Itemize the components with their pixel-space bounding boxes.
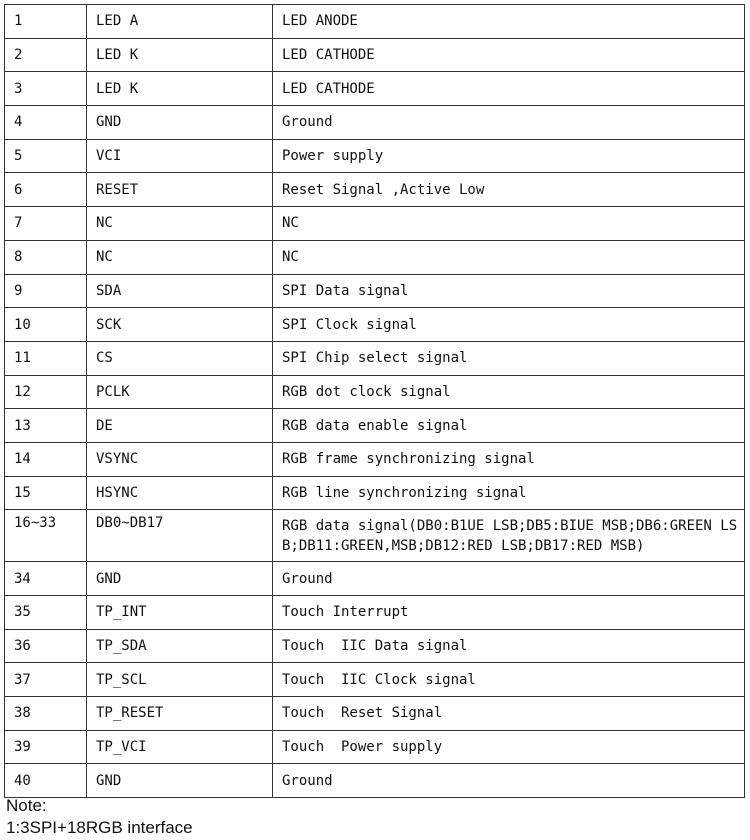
pin-definition-table <box>4 4 745 798</box>
pin-symbol: HSYNC <box>87 476 273 510</box>
pin-symbol: LED K <box>87 72 273 106</box>
pin-description: SPI Data signal <box>273 274 745 308</box>
pin-number: 36 <box>5 629 87 663</box>
pin-number: 11 <box>5 341 87 375</box>
pin-number: 1 <box>5 5 87 39</box>
pin-symbol: LED K <box>87 38 273 72</box>
pin-description: Touch Reset Signal <box>273 697 745 731</box>
pin-number: 7 <box>5 207 87 241</box>
table-row <box>5 730 745 764</box>
pin-description: RGB data enable signal <box>273 409 745 443</box>
table-row <box>5 697 745 731</box>
pin-number: 37 <box>5 663 87 697</box>
pin-symbol: TP_RESET <box>87 697 273 731</box>
table-row <box>5 207 745 241</box>
pin-symbol: TP_SCL <box>87 663 273 697</box>
pin-description: LED ANODE <box>273 5 745 39</box>
pin-symbol: TP_INT <box>87 596 273 630</box>
table-row <box>5 341 745 375</box>
table-row <box>5 596 745 630</box>
table-row <box>5 375 745 409</box>
table-row <box>5 72 745 106</box>
pin-number: 5 <box>5 139 87 173</box>
table-row <box>5 308 745 342</box>
pin-symbol: CS <box>87 341 273 375</box>
pin-symbol: NC <box>87 207 273 241</box>
pin-number: 13 <box>5 409 87 443</box>
table-row <box>5 38 745 72</box>
pin-symbol: LED A <box>87 5 273 39</box>
note-section <box>6 795 193 839</box>
note-line: 1:3SPI+18RGB interface <box>6 818 193 837</box>
pin-symbol: RESET <box>87 173 273 207</box>
pin-symbol: GND <box>87 106 273 140</box>
pin-symbol: SCK <box>87 308 273 342</box>
pin-number: 16~33 <box>5 510 87 562</box>
pin-description: Ground <box>273 562 745 596</box>
pin-symbol: TP_VCI <box>87 730 273 764</box>
pin-number: 38 <box>5 697 87 731</box>
pin-description: RGB frame synchronizing signal <box>273 442 745 476</box>
pin-symbol: NC <box>87 240 273 274</box>
table-row <box>5 240 745 274</box>
pin-number: 10 <box>5 308 87 342</box>
pin-symbol: DB0~DB17 <box>87 510 273 562</box>
pin-description: Touch Power supply <box>273 730 745 764</box>
table-row <box>5 139 745 173</box>
table-row <box>5 663 745 697</box>
pin-description: Touch IIC Clock signal <box>273 663 745 697</box>
pin-symbol: VSYNC <box>87 442 273 476</box>
pin-number: 6 <box>5 173 87 207</box>
pin-number: 15 <box>5 476 87 510</box>
table-row <box>5 274 745 308</box>
note-title: Note: <box>6 796 47 815</box>
pin-description: RGB data signal(DB0:B1UE LSB;DB5:BIUE MSB;DB6:GREEN LSB;DB11:GREEN,MSB;DB12:RED LSB;DB17:RED MSB) <box>273 510 745 562</box>
table-row <box>5 442 745 476</box>
pin-description: LED CATHODE <box>273 72 745 106</box>
table-row <box>5 510 745 562</box>
pin-description: RGB line synchronizing signal <box>273 476 745 510</box>
pin-symbol: GND <box>87 764 273 798</box>
table-row <box>5 764 745 798</box>
pin-symbol: TP_SDA <box>87 629 273 663</box>
table-row <box>5 476 745 510</box>
pin-description: SPI Clock signal <box>273 308 745 342</box>
table-row <box>5 173 745 207</box>
pin-number: 34 <box>5 562 87 596</box>
pin-description: Touch Interrupt <box>273 596 745 630</box>
pin-description: RGB dot clock signal <box>273 375 745 409</box>
table-row <box>5 409 745 443</box>
pin-description: NC <box>273 207 745 241</box>
pin-symbol: VCI <box>87 139 273 173</box>
pin-number: 2 <box>5 38 87 72</box>
pin-description: Ground <box>273 764 745 798</box>
pin-symbol: GND <box>87 562 273 596</box>
pin-table-container <box>4 4 745 798</box>
pin-description: Ground <box>273 106 745 140</box>
pin-description: Touch IIC Data signal <box>273 629 745 663</box>
pin-number: 3 <box>5 72 87 106</box>
pin-description: SPI Chip select signal <box>273 341 745 375</box>
pin-description: LED CATHODE <box>273 38 745 72</box>
table-row <box>5 106 745 140</box>
table-row <box>5 5 745 39</box>
table-row <box>5 562 745 596</box>
pin-description: NC <box>273 240 745 274</box>
table-row <box>5 629 745 663</box>
pin-number: 40 <box>5 764 87 798</box>
pin-symbol: PCLK <box>87 375 273 409</box>
pin-number: 12 <box>5 375 87 409</box>
pin-symbol: DE <box>87 409 273 443</box>
pin-symbol: SDA <box>87 274 273 308</box>
pin-number: 35 <box>5 596 87 630</box>
pin-number: 9 <box>5 274 87 308</box>
pin-number: 39 <box>5 730 87 764</box>
pin-description: Power supply <box>273 139 745 173</box>
pin-number: 4 <box>5 106 87 140</box>
pin-number: 8 <box>5 240 87 274</box>
pin-description: Reset Signal ,Active Low <box>273 173 745 207</box>
pin-number: 14 <box>5 442 87 476</box>
